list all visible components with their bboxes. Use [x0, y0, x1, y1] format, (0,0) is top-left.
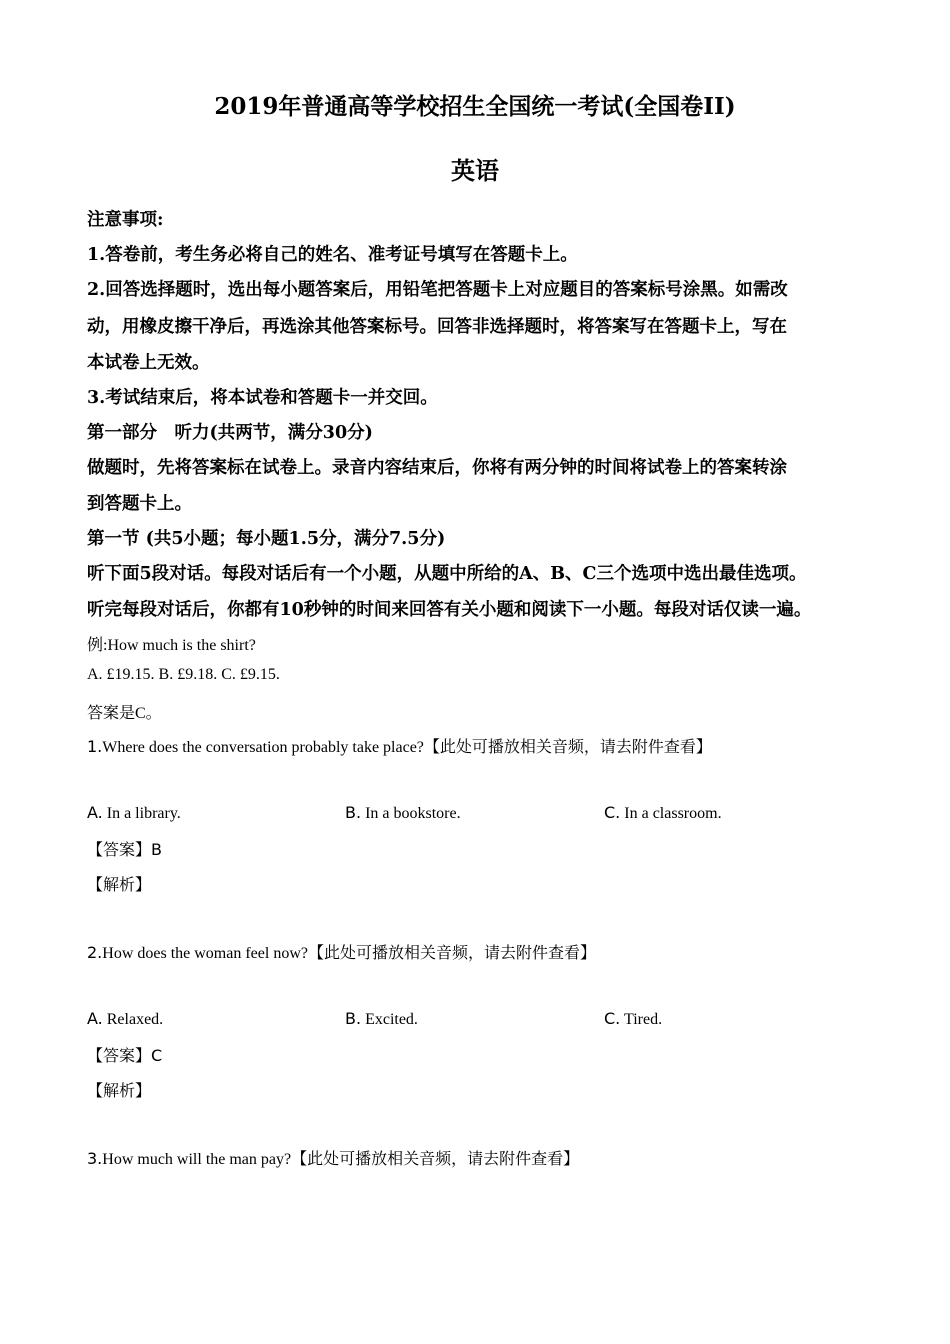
option-text: Relaxed. — [106, 1011, 164, 1028]
section1-heading: 第一节 (共5小题；每小题1.5分，满分7.5分) — [87, 529, 446, 549]
notice-item-3: 3.考试结束后，将本试卷和答题卡一并交回。 — [87, 388, 438, 408]
subject-title: 英语 — [451, 156, 499, 185]
answer-value: C — [151, 1046, 163, 1065]
option-letter: B. — [345, 803, 362, 822]
option-text: In a classroom. — [624, 805, 722, 822]
audio-note: 【此处可播放相关音频，请去附件查看】 — [307, 945, 596, 962]
question-text: Where does the conversation probably take place? — [102, 739, 424, 756]
analysis-label: 【解析】 — [87, 875, 152, 894]
question-2-analysis — [87, 1078, 151, 1101]
option-text: In a library. — [106, 805, 181, 822]
notice-item-2-line-3: 本试卷上无效。 — [87, 353, 210, 373]
answer-label: 【答案】 — [87, 1046, 152, 1065]
option-letter: A. — [87, 1009, 103, 1028]
audio-note: 【此处可播放相关音频，请去附件查看】 — [291, 1151, 580, 1168]
question-number: 2. — [87, 943, 103, 962]
question-text: How much will the man pay? — [102, 1151, 292, 1168]
example-answer: 答案是C。 — [87, 705, 162, 722]
part1-heading: 第一部分 听力(共两节，满分30分) — [87, 423, 373, 443]
question-2-answer — [87, 1043, 162, 1066]
option-letter: C. — [604, 803, 621, 822]
section1-instruction-line-2: 听完每段对话后，你都有10秒钟的时间来回答有关小题和阅读下一小题。每段对话仅读一遍。 — [87, 600, 812, 620]
question-2 — [87, 940, 596, 963]
question-1 — [87, 734, 712, 757]
example-question: 例:How much is the shirt? — [87, 637, 256, 654]
question-number: 3. — [87, 1149, 103, 1168]
example-options: A. £19.15. B. £9.18. C. £9.15. — [87, 666, 280, 683]
option-text: Excited. — [365, 1011, 418, 1028]
question-2-option-b — [345, 1009, 418, 1029]
question-2-option-c — [604, 1009, 662, 1029]
question-1-option-b — [345, 803, 461, 823]
analysis-label: 【解析】 — [87, 1081, 152, 1100]
question-3 — [87, 1146, 579, 1169]
question-1-option-a — [87, 803, 181, 823]
option-letter: C. — [604, 1009, 621, 1028]
notice-item-2-line-2: 动，用橡皮擦干净后，再选涂其他答案标号。回答非选择题时，将答案写在答题卡上，写在 — [87, 317, 787, 337]
exam-title: 2019年普通高等学校招生全国统一考试(全国卷II) — [214, 93, 736, 120]
option-letter: B. — [345, 1009, 362, 1028]
part1-instruction-line-2: 到答题卡上。 — [87, 494, 192, 514]
question-2-option-a — [87, 1009, 163, 1029]
question-1-option-c — [604, 803, 722, 823]
part1-instruction-line-1: 做题时，先将答案标在试卷上。录音内容结束后，你将有两分钟的时间将试卷上的答案转涂 — [87, 458, 787, 478]
option-text: In a bookstore. — [365, 805, 461, 822]
audio-note: 【此处可播放相关音频，请去附件查看】 — [423, 739, 712, 756]
option-letter: A. — [87, 803, 103, 822]
question-1-answer — [87, 837, 162, 860]
notice-heading: 注意事项: — [87, 210, 164, 230]
notice-item-1: 1.答卷前，考生务必将自己的姓名、准考证号填写在答题卡上。 — [87, 245, 578, 265]
question-text: How does the woman feel now? — [102, 945, 308, 962]
option-text: Tired. — [623, 1011, 663, 1028]
answer-label: 【答案】 — [87, 840, 152, 859]
question-number: 1. — [87, 737, 103, 756]
question-1-analysis — [87, 872, 151, 895]
answer-value: B — [151, 840, 162, 859]
notice-item-2-line-1: 2.回答选择题时，选出每小题答案后，用铅笔把答题卡上对应题目的答案标号涂黑。如需改 — [87, 280, 788, 300]
section1-instruction-line-1: 听下面5段对话。每段对话后有一个小题，从题中所给的A、B、C三个选项中选出最佳选项。 — [87, 564, 807, 584]
